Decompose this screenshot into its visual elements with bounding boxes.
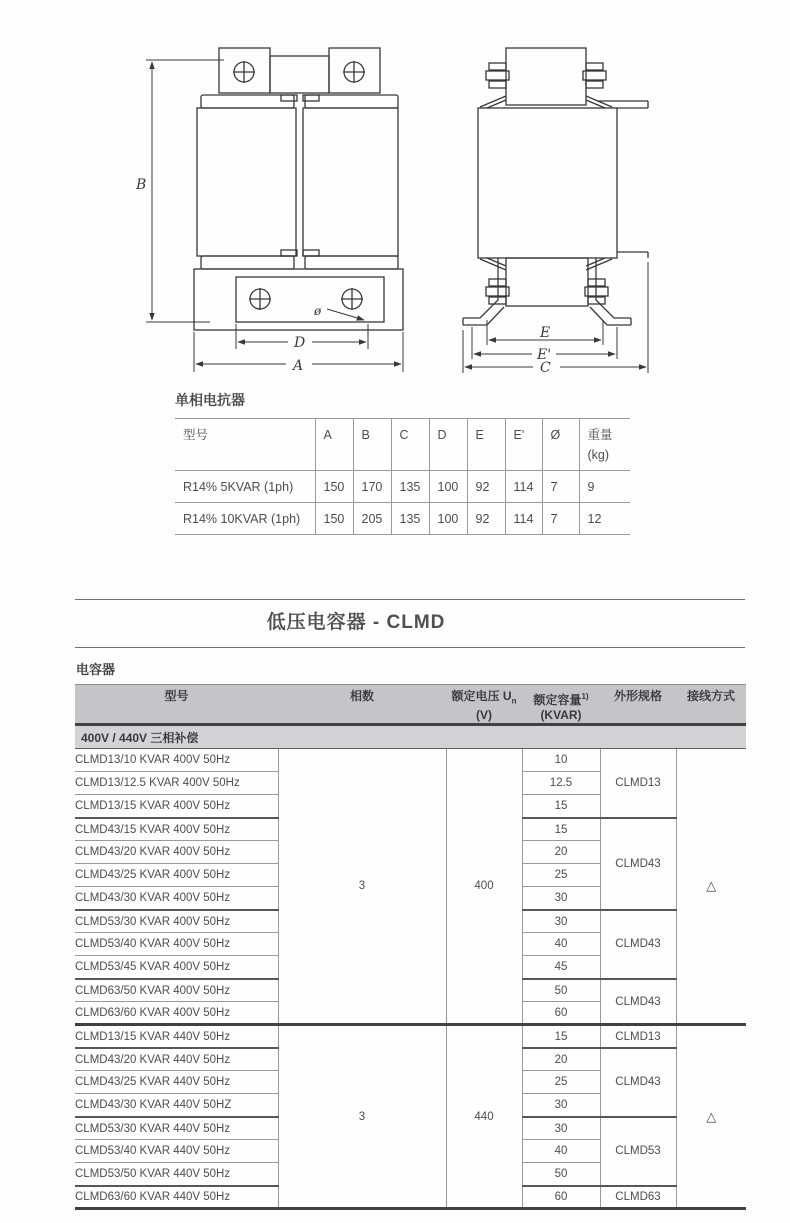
kvar-cell: 15 <box>522 818 600 841</box>
capacitor-table-label: 电容器 <box>76 662 116 677</box>
kvar-cell: 60 <box>522 1002 600 1025</box>
model-cell: CLMD13/15 KVAR 400V 50Hz <box>75 795 278 818</box>
col-shape: 外形规格 <box>600 685 676 725</box>
kvar-cell: 30 <box>522 1094 600 1117</box>
shape-cell: CLMD43 <box>600 979 676 1025</box>
reactor-table-title: 单相电抗器 <box>175 392 245 408</box>
kvar-cell: 30 <box>522 1117 600 1140</box>
model-cell: CLMD43/20 KVAR 440V 50Hz <box>75 1048 278 1071</box>
reactor-row <box>175 503 630 535</box>
shape-cell: CLMD43 <box>600 818 676 910</box>
model-cell: CLMD63/50 KVAR 400V 50Hz <box>75 979 278 1002</box>
voltage-cell: 400 <box>446 749 522 1025</box>
shape-cell: CLMD43 <box>600 910 676 979</box>
model-cell: CLMD53/30 KVAR 400V 50Hz <box>75 910 278 933</box>
reactor-col-dim: B <box>353 419 391 471</box>
model-cell: CLMD53/40 KVAR 400V 50Hz <box>75 933 278 956</box>
model-cell: CLMD53/45 KVAR 400V 50Hz <box>75 956 278 979</box>
col-wiring: 接线方式 <box>676 685 746 725</box>
reactor-col-weight <box>579 419 630 471</box>
kvar-cell: 25 <box>522 1071 600 1094</box>
shape-cell: CLMD13 <box>600 1025 676 1048</box>
weight-unit: (kg) <box>587 448 610 462</box>
value-cell: 150 <box>315 471 353 503</box>
value-cell: 100 <box>429 503 467 535</box>
dim-label-e: E <box>540 325 551 341</box>
section-title: 低压电容器 - CLMD <box>266 612 446 633</box>
value-cell: 170 <box>353 471 391 503</box>
kvar-cell: 45 <box>522 956 600 979</box>
value-cell: 7 <box>542 471 579 503</box>
model-cell: CLMD43/15 KVAR 400V 50Hz <box>75 818 278 841</box>
front-view <box>146 48 403 372</box>
reactor-col-dim: C <box>391 419 429 471</box>
col-capacity: 额定容量$^{1)}$ (KVAR) <box>522 685 600 725</box>
value-cell: 114 <box>505 471 542 503</box>
weight-label: 重量 <box>587 428 613 442</box>
kvar-cell: 20 <box>522 1048 600 1071</box>
shape-cell: CLMD53 <box>600 1117 676 1186</box>
side-view <box>463 48 648 373</box>
kvar-cell: 50 <box>522 979 600 1002</box>
model-cell: CLMD43/25 KVAR 400V 50Hz <box>75 864 278 887</box>
shape-cell: CLMD63 <box>600 1186 676 1209</box>
reactor-col-dim: E' <box>505 419 542 471</box>
kvar-cell: 60 <box>522 1186 600 1209</box>
section-row-label: 400V / 440V 三相补偿 <box>75 725 746 749</box>
kvar-cell: 20 <box>522 841 600 864</box>
reactor-col-dim: D <box>429 419 467 471</box>
col-model: 型号 <box>75 685 278 725</box>
value-cell: 100 <box>429 471 467 503</box>
model-cell: CLMD43/30 KVAR 440V 50HZ <box>75 1094 278 1117</box>
model-cell: R14% 10KVAR (1ph) <box>175 503 315 535</box>
model-cell: CLMD13/15 KVAR 440V 50Hz <box>75 1025 278 1048</box>
model-cell: CLMD63/60 KVAR 440V 50Hz <box>75 1186 278 1209</box>
model-cell: CLMD13/10 KVAR 400V 50Hz <box>75 749 278 772</box>
dim-label-a: A <box>293 358 304 374</box>
capacitor-row <box>75 749 746 772</box>
reactor-dimensions-table <box>175 418 630 535</box>
technical-drawing <box>0 0 790 392</box>
reactor-row <box>175 471 630 503</box>
value-cell: 92 <box>467 471 505 503</box>
model-cell: R14% 5KVAR (1ph) <box>175 471 315 503</box>
reactor-header-row <box>175 419 630 471</box>
phases-cell: 3 <box>278 1025 446 1209</box>
dim-label-e-prime: E' <box>537 347 552 363</box>
capacitor-row <box>75 1025 746 1048</box>
model-cell: CLMD53/50 KVAR 440V 50Hz <box>75 1163 278 1186</box>
kvar-cell: 12.5 <box>522 772 600 795</box>
reactor-col-model: 型号 <box>175 419 315 471</box>
kvar-cell: 30 <box>522 910 600 933</box>
reactor-col-dim: A <box>315 419 353 471</box>
model-cell: CLMD53/40 KVAR 440V 50Hz <box>75 1140 278 1163</box>
voltage-cell: 440 <box>446 1025 522 1209</box>
phases-cell: 3 <box>278 749 446 1025</box>
section-divider-top <box>75 599 745 600</box>
dim-label-c: C <box>540 360 551 376</box>
col-phases: 相数 <box>278 685 446 725</box>
value-cell: 150 <box>315 503 353 535</box>
dim-label-d: D <box>294 335 306 351</box>
value-cell: 9 <box>579 471 630 503</box>
kvar-cell: 10 <box>522 749 600 772</box>
dim-label-b: B <box>136 177 147 193</box>
model-cell: CLMD43/30 KVAR 400V 50Hz <box>75 887 278 910</box>
model-cell: CLMD43/25 KVAR 440V 50Hz <box>75 1071 278 1094</box>
kvar-cell: 50 <box>522 1163 600 1186</box>
col-voltage: 额定电压 $U_n$ (V) <box>446 685 522 725</box>
model-cell: CLMD13/12.5 KVAR 400V 50Hz <box>75 772 278 795</box>
value-cell: 135 <box>391 471 429 503</box>
shape-cell: CLMD43 <box>600 1048 676 1117</box>
value-cell: 92 <box>467 503 505 535</box>
capacitor-header-row <box>75 685 746 725</box>
kvar-cell: 25 <box>522 864 600 887</box>
value-cell: 114 <box>505 503 542 535</box>
kvar-cell: 30 <box>522 887 600 910</box>
diameter-symbol: ø <box>314 304 322 318</box>
section-divider-bottom <box>75 647 745 648</box>
value-cell: 7 <box>542 503 579 535</box>
wiring-cell: △ <box>676 1025 746 1209</box>
kvar-cell: 15 <box>522 795 600 818</box>
value-cell: 205 <box>353 503 391 535</box>
model-cell: CLMD43/20 KVAR 400V 50Hz <box>75 841 278 864</box>
model-cell: CLMD53/30 KVAR 440V 50Hz <box>75 1117 278 1140</box>
value-cell: 135 <box>391 503 429 535</box>
reactor-col-dim: Ø <box>542 419 579 471</box>
wiring-cell: △ <box>676 749 746 1025</box>
kvar-cell: 40 <box>522 1140 600 1163</box>
value-cell: 12 <box>579 503 630 535</box>
kvar-cell: 40 <box>522 933 600 956</box>
capacitor-table <box>75 684 746 1210</box>
reactor-col-dim: E <box>467 419 505 471</box>
shape-cell: CLMD13 <box>600 749 676 818</box>
kvar-cell: 15 <box>522 1025 600 1048</box>
model-cell: CLMD63/60 KVAR 400V 50Hz <box>75 1002 278 1025</box>
section-row <box>75 725 746 749</box>
